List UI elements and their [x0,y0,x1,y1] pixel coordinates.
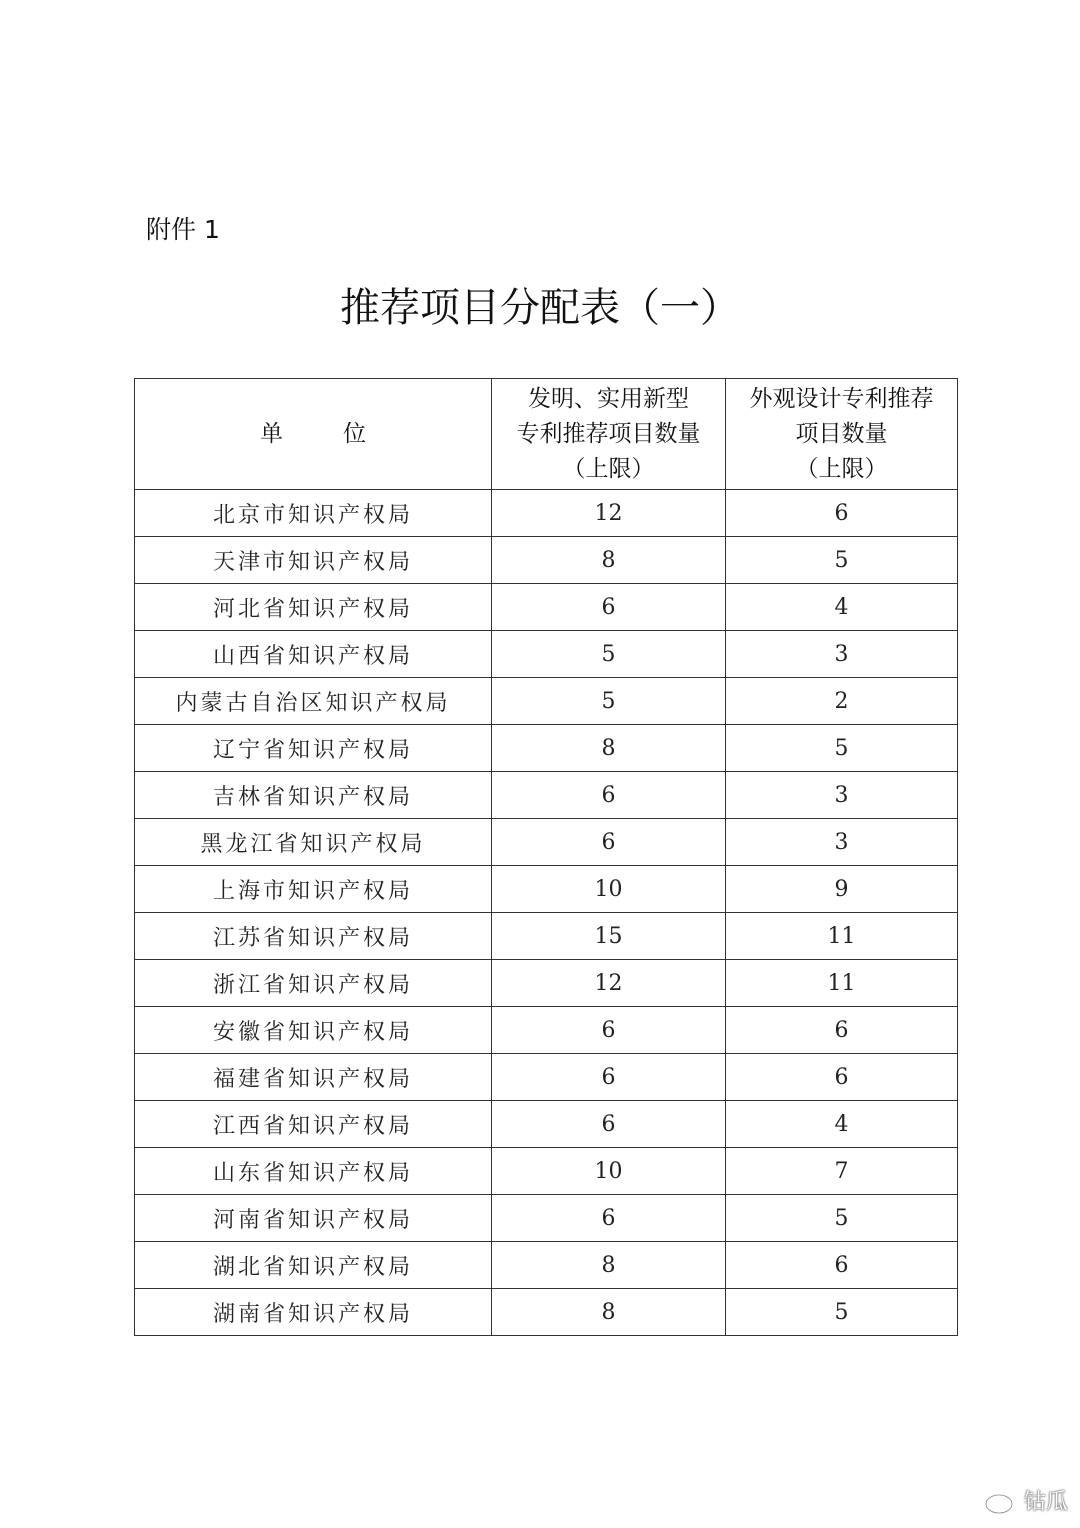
table-row [135,1054,958,1101]
table-row [135,631,958,678]
unit-cell: 上海市知识产权局 [135,866,492,913]
table-row [135,1101,958,1148]
allocation-table [134,378,958,1336]
invention-quota-cell: 5 [492,631,726,678]
invention-quota-cell: 6 [492,1007,726,1054]
design-quota-cell: 2 [726,678,958,725]
unit-cell: 山东省知识产权局 [135,1148,492,1195]
design-quota-cell: 5 [726,537,958,584]
page-title: 推荐项目分配表（一） [340,285,740,331]
unit-cell: 河南省知识产权局 [135,1195,492,1242]
invention-quota-cell: 8 [492,1242,726,1289]
weibo-icon [984,1487,1018,1515]
design-quota-cell: 3 [726,631,958,678]
unit-cell: 北京市知识产权局 [135,490,492,537]
table-row [135,1007,958,1054]
table-body [135,490,958,1336]
invention-quota-cell: 8 [492,537,726,584]
table-header-row [135,379,958,490]
invention-quota-cell: 10 [492,1148,726,1195]
unit-cell: 安徽省知识产权局 [135,1007,492,1054]
table-row [135,1148,958,1195]
design-quota-cell: 7 [726,1148,958,1195]
unit-cell: 内蒙古自治区知识产权局 [135,678,492,725]
invention-quota-cell: 5 [492,678,726,725]
table-row [135,1242,958,1289]
invention-quota-cell: 12 [492,490,726,537]
invention-quota-cell: 6 [492,819,726,866]
header-design-line2: 项目数量 [795,420,888,447]
header-design-line1: 外观设计专利推荐 [749,385,934,412]
table-row [135,960,958,1007]
design-quota-cell: 6 [726,1242,958,1289]
table-row [135,725,958,772]
design-quota-cell: 5 [726,1289,958,1336]
invention-quota-cell: 10 [492,866,726,913]
unit-cell: 福建省知识产权局 [135,1054,492,1101]
design-quota-cell: 3 [726,772,958,819]
table-row [135,678,958,725]
attachment-label: 附件 1 [146,215,220,244]
header-invention-line1: 发明、实用新型 [528,385,689,412]
header-invention-quota [492,379,726,490]
design-quota-cell: 11 [726,913,958,960]
invention-quota-cell: 8 [492,725,726,772]
design-quota-cell: 5 [726,725,958,772]
table-row [135,913,958,960]
unit-cell: 河北省知识产权局 [135,584,492,631]
table-row [135,490,958,537]
design-quota-cell: 6 [726,1007,958,1054]
invention-quota-cell: 6 [492,1054,726,1101]
invention-quota-cell: 6 [492,1101,726,1148]
table-row [135,819,958,866]
design-quota-cell: 5 [726,1195,958,1242]
unit-cell: 湖北省知识产权局 [135,1242,492,1289]
design-quota-cell: 4 [726,584,958,631]
watermark-text: 钴瓜 [1023,1490,1068,1515]
design-quota-cell: 4 [726,1101,958,1148]
unit-cell: 江苏省知识产权局 [135,913,492,960]
unit-cell: 浙江省知识产权局 [135,960,492,1007]
unit-cell: 江西省知识产权局 [135,1101,492,1148]
invention-quota-cell: 15 [492,913,726,960]
design-quota-cell: 11 [726,960,958,1007]
table-row [135,866,958,913]
unit-cell: 辽宁省知识产权局 [135,725,492,772]
unit-cell: 黑龙江省知识产权局 [135,819,492,866]
header-invention-line2: 专利推荐项目数量 [516,420,701,447]
table-row [135,1195,958,1242]
unit-cell: 天津市知识产权局 [135,537,492,584]
table-row [135,772,958,819]
header-unit: 单位 [135,379,492,490]
unit-cell: 吉林省知识产权局 [135,772,492,819]
table-row [135,1289,958,1336]
invention-quota-cell: 6 [492,1195,726,1242]
invention-quota-cell: 6 [492,584,726,631]
design-quota-cell: 9 [726,866,958,913]
invention-quota-cell: 8 [492,1289,726,1336]
design-quota-cell: 3 [726,819,958,866]
invention-quota-cell: 12 [492,960,726,1007]
header-design-line3: （上限） [795,455,888,482]
unit-cell: 山西省知识产权局 [135,631,492,678]
unit-cell: 湖南省知识产权局 [135,1289,492,1336]
design-quota-cell: 6 [726,490,958,537]
header-design-quota [726,379,958,490]
header-invention-line3: （上限） [562,455,655,482]
watermark [984,1485,1068,1516]
table-row [135,584,958,631]
table-row [135,537,958,584]
design-quota-cell: 6 [726,1054,958,1101]
invention-quota-cell: 6 [492,772,726,819]
